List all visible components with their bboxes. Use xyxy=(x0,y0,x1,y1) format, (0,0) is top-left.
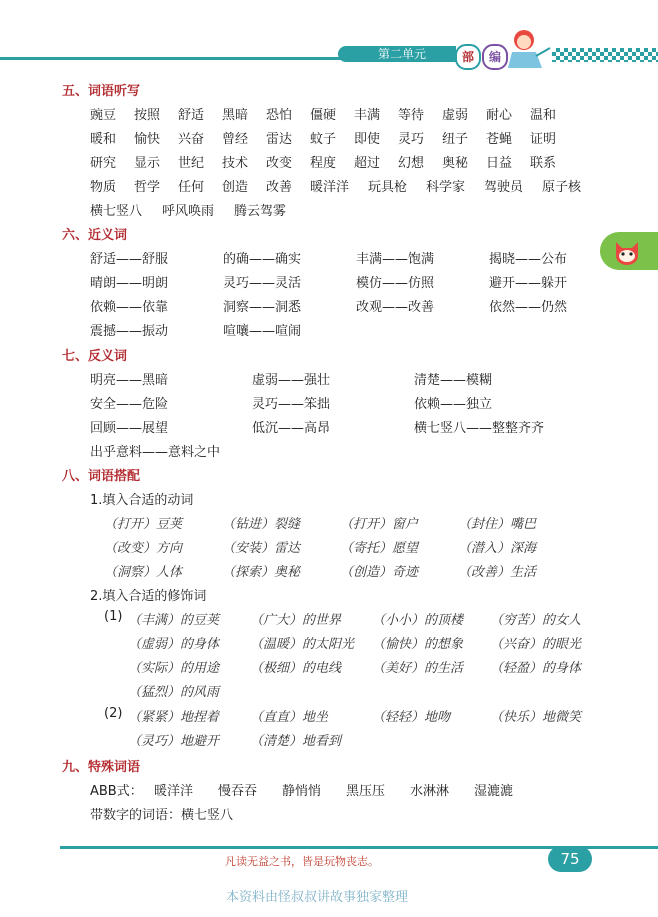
synonym-pair: 揭晓——公布 xyxy=(489,252,568,267)
mod1-prefix: (1) xyxy=(104,609,123,624)
synonym-pair: 的确——确实 xyxy=(223,252,302,267)
mod2-prefix: (2) xyxy=(104,706,123,721)
s8-sub-1: 1.填入合适的动词 xyxy=(90,493,194,508)
word: 哲学 xyxy=(134,180,161,195)
antonym-pair: 横七竖八——整整齐齐 xyxy=(414,421,545,436)
abb-label: ABB式： xyxy=(90,784,143,799)
s5-row-3 xyxy=(90,152,556,171)
s8-mod2-row-2 xyxy=(128,730,341,749)
modifier-item: （极细）的电线 xyxy=(250,661,342,676)
synonym-pair: 震撼——振动 xyxy=(90,324,169,339)
abb-word: 暖洋洋 xyxy=(154,784,194,799)
modifier-item: （紧紧）地捏着 xyxy=(128,710,220,725)
s9-abb-row xyxy=(90,780,513,799)
badge-bian-text: 编 xyxy=(488,50,501,64)
word: 温和 xyxy=(530,108,557,123)
footer-motto: 凡读无益之书，皆是玩物丧志。 xyxy=(225,855,379,868)
verb-item: （寄托）愿望 xyxy=(340,541,419,556)
badge-bu xyxy=(455,44,481,70)
modifier-item: （丰满）的豆荚 xyxy=(128,613,220,628)
s8-mod1-row-2 xyxy=(128,633,581,652)
synonym-pair: 模仿——仿照 xyxy=(356,276,435,291)
antonym-pair: 回顾——展望 xyxy=(90,421,169,436)
s7-row-1 xyxy=(90,369,492,388)
header-rule xyxy=(0,57,360,60)
synonym-pair: 改观——改善 xyxy=(356,300,435,315)
word: 原子核 xyxy=(542,180,582,195)
badge-bian xyxy=(482,44,508,70)
abb-word: 黑压压 xyxy=(346,784,386,799)
word: 暖和 xyxy=(90,132,117,147)
verb-item: （封住）嘴巴 xyxy=(458,517,537,532)
word: 改善 xyxy=(266,180,293,195)
antonym-pair: 安全——危险 xyxy=(90,397,169,412)
modifier-item: （穷苦）的女人 xyxy=(490,613,582,628)
word: 技术 xyxy=(222,156,249,171)
section-6-title: 六、近义词 xyxy=(62,228,128,243)
modifier-item: （小小）的顶楼 xyxy=(372,613,464,628)
antonym-pair: 低沉——高昂 xyxy=(252,421,331,436)
word: 苍蝇 xyxy=(486,132,513,147)
abb-word: 慢吞吞 xyxy=(218,784,258,799)
modifier-item: （轻轻）地吻 xyxy=(372,710,451,725)
abb-word: 静悄悄 xyxy=(282,784,322,799)
verb-item: （改善）生活 xyxy=(458,565,537,580)
word: 僵硬 xyxy=(310,108,337,123)
mascot-icon xyxy=(506,26,552,70)
modifier-item: （温暖）的太阳光 xyxy=(250,637,355,652)
modifier-item: （轻盈）的身体 xyxy=(490,661,582,676)
s5-row-4 xyxy=(90,176,581,195)
synonym-pair: 灵巧——灵活 xyxy=(223,276,302,291)
synonym-pair: 避开——躲开 xyxy=(489,276,568,291)
word: 创造 xyxy=(222,180,249,195)
verb-item: （改变）方向 xyxy=(104,541,183,556)
section-9-title: 九、特殊词语 xyxy=(62,760,141,775)
synonym-pair: 丰满——饱满 xyxy=(356,252,435,267)
s7-row-2 xyxy=(90,393,492,412)
word: 丰满 xyxy=(354,108,381,123)
word: 改变 xyxy=(266,156,293,171)
word: 纽子 xyxy=(442,132,469,147)
section-7-title: 七、反义词 xyxy=(62,349,128,364)
word: 虚弱 xyxy=(442,108,469,123)
word: 黑暗 xyxy=(222,108,249,123)
s6-row-3 xyxy=(90,296,567,315)
s5-row-5 xyxy=(90,200,286,219)
modifier-item: （美好）的生活 xyxy=(372,661,464,676)
verb-item: （安装）雷达 xyxy=(222,541,301,556)
s8-mod1-row-3 xyxy=(128,657,581,676)
verb-item: （打开）窗户 xyxy=(340,517,419,532)
word: 曾经 xyxy=(222,132,249,147)
synonym-pair: 依然——仍然 xyxy=(489,300,568,315)
antonym-pair: 清楚——模糊 xyxy=(414,373,493,388)
antonym-pair: 灵巧——笨拙 xyxy=(252,397,331,412)
synonym-pair: 舒适——舒服 xyxy=(90,252,169,267)
s8-sub-2: 2.填入合适的修饰词 xyxy=(90,589,207,604)
word: 幻想 xyxy=(398,156,425,171)
word: 等待 xyxy=(398,108,425,123)
word: 科学家 xyxy=(426,180,466,195)
section-8-title: 八、词语搭配 xyxy=(62,469,141,484)
word: 耐心 xyxy=(486,108,513,123)
word: 超过 xyxy=(354,156,381,171)
word: 雷达 xyxy=(266,132,293,147)
verb-item: （探索）奥秘 xyxy=(222,565,301,580)
verb-item: （创造）奇迹 xyxy=(340,565,419,580)
synonym-pair: 喧嚷——喧闹 xyxy=(223,324,302,339)
fox-face-icon xyxy=(612,236,642,266)
modifier-item: （快乐）地微笑 xyxy=(490,710,582,725)
word: 研究 xyxy=(90,156,117,171)
modifier-item: （灵巧）地避开 xyxy=(128,734,220,749)
word: 玩具枪 xyxy=(368,180,408,195)
word: 腾云驾雾 xyxy=(234,204,287,219)
s6-row-4 xyxy=(90,320,301,339)
s8-mod1-row-4 xyxy=(128,681,219,700)
section-5-title: 五、词语听写 xyxy=(62,84,141,99)
word: 恐怕 xyxy=(266,108,293,123)
modifier-item: （虚弱）的身体 xyxy=(128,637,220,652)
word: 兴奋 xyxy=(178,132,205,147)
s8-mod1-row-1 xyxy=(128,609,581,628)
word: 暖洋洋 xyxy=(310,180,350,195)
s7-row-3 xyxy=(90,417,544,436)
word: 蚊子 xyxy=(310,132,337,147)
s5-row-1 xyxy=(90,104,556,123)
verb-item: （潜入）深海 xyxy=(458,541,537,556)
unit-label: 第二单元 xyxy=(378,47,427,61)
modifier-item: （实际）的用途 xyxy=(128,661,220,676)
footer-credit: 本资料由怪叔叔讲故事独家整理 xyxy=(226,890,409,905)
verb-item: （钻进）裂缝 xyxy=(222,517,301,532)
modifier-item: （直直）地坐 xyxy=(250,710,329,725)
word: 世纪 xyxy=(178,156,205,171)
word: 横七竖八 xyxy=(90,204,143,219)
word: 任何 xyxy=(178,180,205,195)
s5-row-2 xyxy=(90,128,556,147)
word: 豌豆 xyxy=(90,108,117,123)
antonym-pair: 依赖——独立 xyxy=(414,397,493,412)
antonym-pair: 出乎意料——意料之中 xyxy=(90,445,221,460)
modifier-item: （猛烈）的风雨 xyxy=(128,685,220,700)
word: 灵巧 xyxy=(398,132,425,147)
s8-mod2-row-1 xyxy=(128,706,581,725)
synonym-pair: 洞察——洞悉 xyxy=(223,300,302,315)
word: 显示 xyxy=(134,156,161,171)
abb-word: 湿漉漉 xyxy=(474,784,514,799)
word: 奥秘 xyxy=(442,156,469,171)
s8-verb-row-2 xyxy=(104,537,536,556)
word: 驾驶员 xyxy=(484,180,524,195)
verb-item: （打开）豆荚 xyxy=(104,517,183,532)
modifier-item: （愉快）的想象 xyxy=(372,637,464,652)
word: 按照 xyxy=(134,108,161,123)
word: 即使 xyxy=(354,132,381,147)
word: 舒适 xyxy=(178,108,205,123)
verb-item: （洞察）人体 xyxy=(104,565,183,580)
word: 物质 xyxy=(90,180,117,195)
synonym-pair: 晴朗——明朗 xyxy=(90,276,169,291)
word: 呼风唤雨 xyxy=(162,204,215,219)
checker-pattern xyxy=(552,48,658,62)
synonym-pair: 依赖——依靠 xyxy=(90,300,169,315)
s7-row-4 xyxy=(90,441,220,460)
modifier-item: （清楚）地看到 xyxy=(250,734,342,749)
s6-row-2 xyxy=(90,272,567,291)
s6-row-1 xyxy=(90,248,567,267)
s8-verb-row-1 xyxy=(104,513,536,532)
page-number: 75 xyxy=(548,846,592,872)
badge-bu-text: 部 xyxy=(461,50,474,64)
abb-word: 水淋淋 xyxy=(410,784,450,799)
s9-number-row: 带数字的词语：横七竖八 xyxy=(90,808,234,823)
word: 程度 xyxy=(310,156,337,171)
antonym-pair: 明亮——黑暗 xyxy=(90,373,169,388)
antonym-pair: 虚弱——强壮 xyxy=(252,373,331,388)
modifier-item: （广大）的世界 xyxy=(250,613,342,628)
word: 日益 xyxy=(486,156,513,171)
word: 愉快 xyxy=(134,132,161,147)
s8-verb-row-3 xyxy=(104,561,536,580)
word: 联系 xyxy=(530,156,557,171)
modifier-item: （兴奋）的眼光 xyxy=(490,637,582,652)
word: 证明 xyxy=(530,132,557,147)
